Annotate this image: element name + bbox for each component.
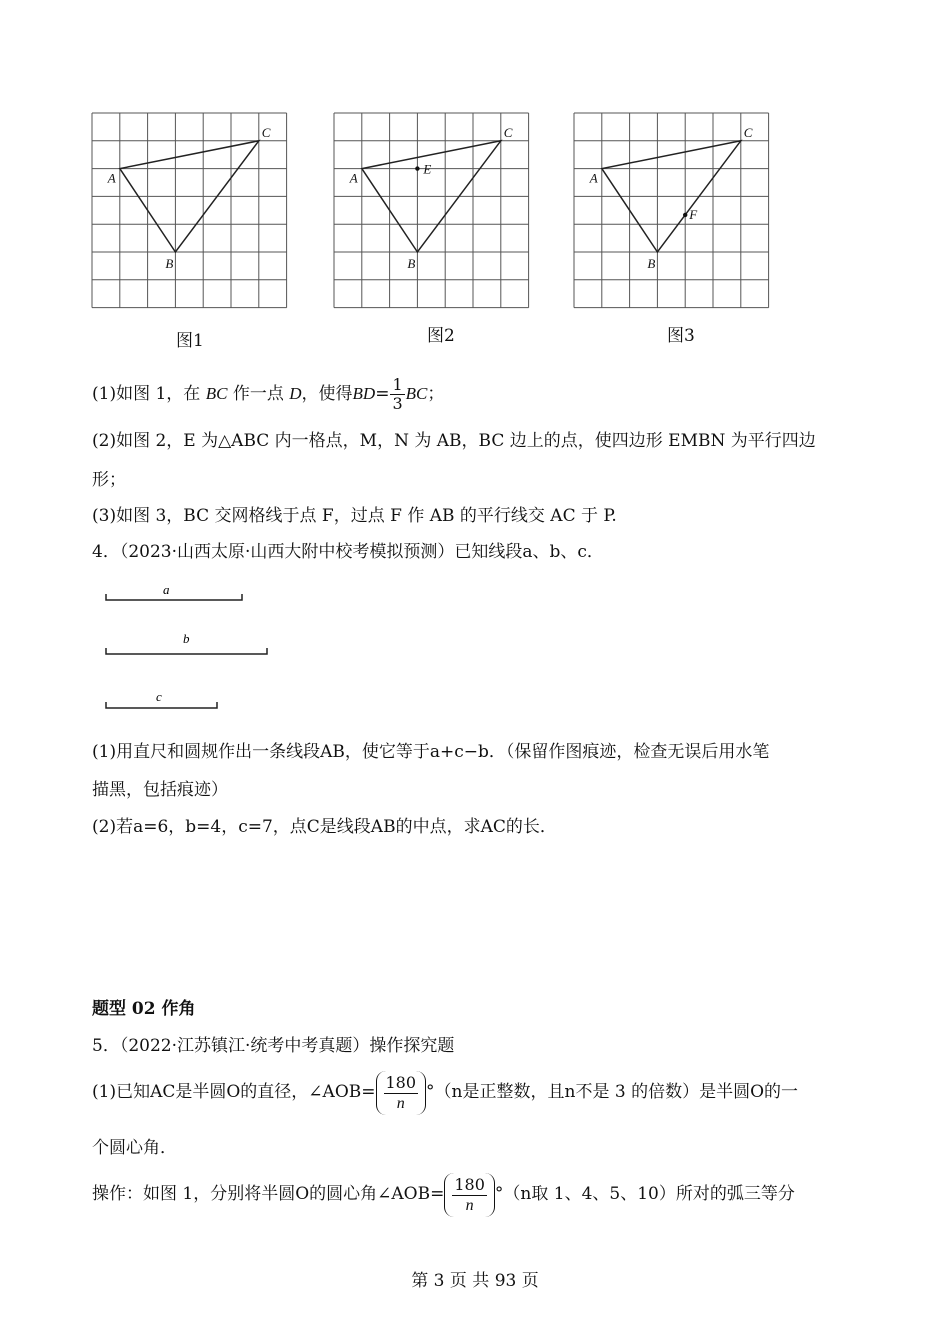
q5-header: 5．（2022·江苏镇江·统考中考真题）操作探究题 <box>92 1036 455 1056</box>
figure-caption-1: 图1 <box>176 331 204 351</box>
q5-part1-line2: 个圆心角． <box>92 1138 177 1158</box>
paren-fraction: $\frac{180}{n}$ <box>376 1071 427 1115</box>
q4-part2: (2)若a=6，b=4，c=7，点C是线段AB的中点，求AC的长． <box>92 817 557 837</box>
paren-fraction-2: $\frac{180}{n}$ <box>444 1173 495 1217</box>
segment-b-label: b <box>183 631 190 646</box>
label-b: B <box>407 256 416 271</box>
label-b: B <box>165 256 174 271</box>
figure-caption-3: 图3 <box>667 326 695 346</box>
point-f <box>683 213 687 217</box>
fraction-one-third: $\frac{1}{3}$ <box>392 375 403 413</box>
q3-part2-line2: 形； <box>92 470 126 490</box>
segment-a-label: a <box>163 582 170 597</box>
q5-operation: 操作：如图 1，分别将半圆O的圆心角∠AOB= $\frac{180}{n}$ °（n取 1、4、5、10）所对的弧三等分 <box>92 1172 795 1217</box>
q5-part1: (1)已知AC是半圆O的直径，∠AOB= $\frac{180}{n}$ °（n是正整数，且n不是 3 的倍数）是半圆O的一 <box>92 1070 798 1115</box>
q4-part1-line1: (1)用直尺和圆规作出一条线段AB，使它等于a+c−b．（保留作图痕迹，检查无误后用水笔 <box>92 742 770 762</box>
label-c: C <box>503 124 513 140</box>
grid-figures <box>0 100 950 320</box>
point-e <box>415 166 419 170</box>
q3-part3: (3)如图 3，BC 交网格线于点 F，过点 F 作 AB 的平行线交 AC 于 P. <box>92 506 617 526</box>
segment-c-label: c <box>156 689 162 704</box>
page-footer: 第 3 页 共 93 页 <box>411 1271 539 1291</box>
label-a: A <box>589 170 598 186</box>
q4-part1-line2: 描黑，包括痕迹） <box>92 780 228 800</box>
segments <box>100 575 300 715</box>
label-b: B <box>647 256 656 271</box>
section-title: 题型 02 作角 <box>92 999 196 1019</box>
q3-part1: (1)如图 1，在 BC 作一点 D，使得BD= $\frac{1}{3}$ BC； <box>92 375 445 413</box>
label-c: C <box>743 124 753 140</box>
label-a: A <box>107 170 116 186</box>
label-a: A <box>349 170 358 186</box>
label-f: F <box>689 206 698 222</box>
q4-header: 4．（2023·山西太原·山西大附中校考模拟预测）已知线段a、b、c． <box>92 542 604 562</box>
label-c: C <box>261 124 271 140</box>
q3-part2-line1: (2)如图 2，E 为△ABC 内一格点，M，N 为 AB，BC 边上的点，使四边形 EMBN 为平行四边 <box>92 431 816 451</box>
figure-caption-2: 图2 <box>427 326 455 346</box>
label-e: E <box>423 161 432 177</box>
